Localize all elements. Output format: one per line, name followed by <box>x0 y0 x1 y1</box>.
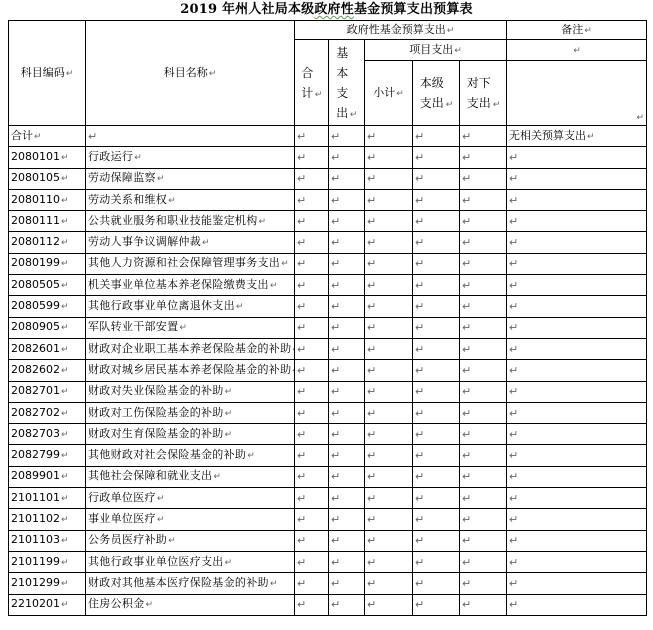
table-row <box>9 551 647 572</box>
row-total: ↵ <box>295 594 329 615</box>
title-prefix: 2019 年州人社局本级 <box>180 2 315 17</box>
total-subtotal-cell: ↵ <box>365 126 413 147</box>
row-subtotal: ↵ <box>365 594 413 615</box>
row-total: ↵ <box>295 317 329 338</box>
row-name: 财政对其他基本医疗保险基金的补助↵ <box>86 573 295 594</box>
row-code: 2080599↵ <box>9 296 86 317</box>
row-to-lower: ↵ <box>460 253 507 274</box>
row-name: 财政对失业保险基金的补助↵ <box>86 381 295 402</box>
row-code: 2082702↵ <box>9 402 86 423</box>
row-subtotal: ↵ <box>365 168 413 189</box>
row-code: 2101101↵ <box>9 488 86 509</box>
row-total: ↵ <box>295 445 329 466</box>
row-subtotal: ↵ <box>365 275 413 296</box>
row-subtotal: ↵ <box>365 147 413 168</box>
row-name: 公务员医疗补助↵ <box>86 530 295 551</box>
table-row <box>9 509 647 530</box>
row-name: 军队转业干部安置↵ <box>86 317 295 338</box>
row-note: ↵ <box>507 509 647 530</box>
table-row <box>9 573 647 594</box>
row-total: ↵ <box>295 424 329 445</box>
row-name: 其他行政事业单位离退休支出↵ <box>86 296 295 317</box>
row-note: ↵ <box>507 211 647 232</box>
row-name: 劳动保障监察↵ <box>86 168 295 189</box>
row-name: 其他人力资源和社会保障管理事务支出↵ <box>86 253 295 274</box>
row-basic: ↵ <box>329 211 365 232</box>
table-row <box>9 296 647 317</box>
row-to-lower: ↵ <box>460 445 507 466</box>
row-name: 财政对工伤保险基金的补助↵ <box>86 402 295 423</box>
table-row <box>9 466 647 487</box>
row-this-level: ↵ <box>413 509 460 530</box>
row-to-lower: ↵ <box>460 232 507 253</box>
row-note: ↵ <box>507 147 647 168</box>
row-subtotal: ↵ <box>365 466 413 487</box>
table-row <box>9 424 647 445</box>
row-basic: ↵ <box>329 232 365 253</box>
row-subtotal: ↵ <box>365 253 413 274</box>
row-code: 2080101↵ <box>9 147 86 168</box>
row-note: ↵ <box>507 189 647 210</box>
row-basic: ↵ <box>329 189 365 210</box>
header-notes-blank: ↵ <box>507 61 647 126</box>
row-total: ↵ <box>295 551 329 572</box>
table-row <box>9 338 647 359</box>
row-this-level: ↵ <box>413 296 460 317</box>
row-total: ↵ <box>295 573 329 594</box>
row-to-lower: ↵ <box>460 360 507 381</box>
row-basic: ↵ <box>329 445 365 466</box>
row-to-lower: ↵ <box>460 296 507 317</box>
title-suffix: 基金预算支出预算表 <box>353 2 473 17</box>
row-code: 2080505↵ <box>9 275 86 296</box>
total-sum-cell: ↵ <box>295 126 329 147</box>
row-this-level: ↵ <box>413 530 460 551</box>
row-name: 其他财政对社会保险基金的补助↵ <box>86 445 295 466</box>
table-row <box>9 530 647 551</box>
row-to-lower: ↵ <box>460 381 507 402</box>
header-this-level: 本级支出 ↵ <box>413 61 460 126</box>
row-name: 行政单位医疗↵ <box>86 488 295 509</box>
row-basic: ↵ <box>329 338 365 359</box>
row-code: 2080905↵ <box>9 317 86 338</box>
table-row <box>9 445 647 466</box>
row-this-level: ↵ <box>413 189 460 210</box>
table-row <box>9 232 647 253</box>
row-basic: ↵ <box>329 317 365 338</box>
total-to-lower-cell: ↵ <box>460 126 507 147</box>
table-row <box>9 189 647 210</box>
total-note: 无相关预算支出↵ <box>507 126 647 147</box>
row-subtotal: ↵ <box>365 488 413 509</box>
row-name: 机关事业单位基本养老保险缴费支出↵ <box>86 275 295 296</box>
row-code: 2080111↵ <box>9 211 86 232</box>
header-project-expense: 项目支出↵ <box>365 40 507 61</box>
row-code: 2210201↵ <box>9 594 86 615</box>
header-row-1 <box>9 21 647 40</box>
row-total: ↵ <box>295 147 329 168</box>
row-subtotal: ↵ <box>365 317 413 338</box>
table-row <box>9 317 647 338</box>
header-notes: 备注↵ <box>507 21 647 40</box>
row-to-lower: ↵ <box>460 338 507 359</box>
row-note: ↵ <box>507 317 647 338</box>
row-to-lower: ↵ <box>460 168 507 189</box>
row-total: ↵ <box>295 509 329 530</box>
row-basic: ↵ <box>329 488 365 509</box>
row-name: 其他行政事业单位医疗支出↵ <box>86 551 295 572</box>
table-row <box>9 275 647 296</box>
row-note: ↵ <box>507 338 647 359</box>
row-total: ↵ <box>295 189 329 210</box>
row-basic: ↵ <box>329 275 365 296</box>
row-note: ↵ <box>507 551 647 572</box>
row-code: 2082601↵ <box>9 338 86 359</box>
row-code: 2082703↵ <box>9 424 86 445</box>
header-total: 合计 ↵ <box>295 40 329 126</box>
row-subtotal: ↵ <box>365 424 413 445</box>
row-note: ↵ <box>507 594 647 615</box>
row-note: ↵ <box>507 445 647 466</box>
row-note: ↵ <box>507 424 647 445</box>
row-total: ↵ <box>295 253 329 274</box>
row-total: ↵ <box>295 360 329 381</box>
title-spellcheck-word: 政府性 <box>314 2 354 17</box>
row-note: ↵ <box>507 381 647 402</box>
row-note: ↵ <box>507 530 647 551</box>
row-code: 2089901↵ <box>9 466 86 487</box>
row-this-level: ↵ <box>413 338 460 359</box>
row-to-lower: ↵ <box>460 551 507 572</box>
row-to-lower: ↵ <box>460 147 507 168</box>
row-note: ↵ <box>507 168 647 189</box>
row-subtotal: ↵ <box>365 211 413 232</box>
row-note: ↵ <box>507 275 647 296</box>
row-total: ↵ <box>295 275 329 296</box>
row-total: ↵ <box>295 530 329 551</box>
row-name: 财政对企业职工基本养老保险基金的补助 <box>86 338 295 359</box>
row-basic: ↵ <box>329 594 365 615</box>
row-subtotal: ↵ <box>365 232 413 253</box>
total-name-cell: ↵ <box>86 126 295 147</box>
row-basic: ↵ <box>329 466 365 487</box>
row-basic: ↵ <box>329 551 365 572</box>
row-code: 2101299↵ <box>9 573 86 594</box>
table-row <box>9 253 647 274</box>
row-this-level: ↵ <box>413 211 460 232</box>
row-code: 2082701↵ <box>9 381 86 402</box>
row-code: 2101103↵ <box>9 530 86 551</box>
row-code: 2080105↵ <box>9 168 86 189</box>
row-total: ↵ <box>295 232 329 253</box>
row-total: ↵ <box>295 381 329 402</box>
header-fund-budget: 政府性基金预算支出↵ <box>295 21 507 40</box>
row-subtotal: ↵ <box>365 573 413 594</box>
row-name: 住房公积金↵ <box>86 594 295 615</box>
row-basic: ↵ <box>329 573 365 594</box>
row-basic: ↵ <box>329 402 365 423</box>
row-this-level: ↵ <box>413 424 460 445</box>
total-this-level-cell: ↵ <box>413 126 460 147</box>
row-note: ↵ <box>507 253 647 274</box>
row-name: 劳动人事争议调解仲裁↵ <box>86 232 295 253</box>
table-row <box>9 488 647 509</box>
row-note: ↵ <box>507 466 647 487</box>
row-to-lower: ↵ <box>460 275 507 296</box>
row-total: ↵ <box>295 211 329 232</box>
row-subtotal: ↵ <box>365 402 413 423</box>
row-total: ↵ <box>295 466 329 487</box>
row-to-lower: ↵ <box>460 189 507 210</box>
row-this-level: ↵ <box>413 402 460 423</box>
header-notes-sub: ↵ <box>507 40 647 61</box>
row-total: ↵ <box>295 402 329 423</box>
row-code: 2101199↵ <box>9 551 86 572</box>
row-code: 2080199↵ <box>9 253 86 274</box>
page-title <box>0 2 653 18</box>
row-to-lower: ↵ <box>460 594 507 615</box>
row-name: 其他社会保障和就业支出↵ <box>86 466 295 487</box>
row-note: ↵ <box>507 360 647 381</box>
row-to-lower: ↵ <box>460 424 507 445</box>
row-subtotal: ↵ <box>365 360 413 381</box>
row-this-level: ↵ <box>413 381 460 402</box>
row-this-level: ↵ <box>413 168 460 189</box>
row-total: ↵ <box>295 488 329 509</box>
table-row <box>9 594 647 615</box>
row-this-level: ↵ <box>413 445 460 466</box>
table-row <box>9 147 647 168</box>
row-this-level: ↵ <box>413 466 460 487</box>
row-basic: ↵ <box>329 253 365 274</box>
row-note: ↵ <box>507 296 647 317</box>
row-total: ↵ <box>295 338 329 359</box>
row-this-level: ↵ <box>413 573 460 594</box>
row-code: 2101102↵ <box>9 509 86 530</box>
row-name: 事业单位医疗↵ <box>86 509 295 530</box>
row-basic: ↵ <box>329 360 365 381</box>
row-subtotal: ↵ <box>365 381 413 402</box>
row-note: ↵ <box>507 402 647 423</box>
table-row <box>9 381 647 402</box>
header-to-lower: 对下支出 ↵ <box>460 61 507 126</box>
row-to-lower: ↵ <box>460 402 507 423</box>
row-to-lower: ↵ <box>460 466 507 487</box>
row-note: ↵ <box>507 573 647 594</box>
row-to-lower: ↵ <box>460 509 507 530</box>
header-code: 科目编码↵ <box>9 21 86 126</box>
row-total: ↵ <box>295 296 329 317</box>
row-name: 行政运行↵ <box>86 147 295 168</box>
row-subtotal: ↵ <box>365 296 413 317</box>
row-name: 公共就业服务和职业技能鉴定机构↵ <box>86 211 295 232</box>
table-row <box>9 360 647 381</box>
row-basic: ↵ <box>329 509 365 530</box>
row-to-lower: ↵ <box>460 211 507 232</box>
table-row <box>9 211 647 232</box>
row-note: ↵ <box>507 488 647 509</box>
row-this-level: ↵ <box>413 275 460 296</box>
row-subtotal: ↵ <box>365 445 413 466</box>
row-basic: ↵ <box>329 424 365 445</box>
row-this-level: ↵ <box>413 488 460 509</box>
row-this-level: ↵ <box>413 147 460 168</box>
row-total: ↵ <box>295 168 329 189</box>
row-this-level: ↵ <box>413 360 460 381</box>
row-to-lower: ↵ <box>460 488 507 509</box>
row-basic: ↵ <box>329 147 365 168</box>
budget-table <box>8 20 647 616</box>
header-basic-expense: 基本支出 ↵ <box>329 40 365 126</box>
table-row <box>9 402 647 423</box>
row-this-level: ↵ <box>413 594 460 615</box>
row-subtotal: ↵ <box>365 509 413 530</box>
total-row <box>9 126 647 147</box>
row-subtotal: ↵ <box>365 189 413 210</box>
row-name: 劳动关系和维权↵ <box>86 189 295 210</box>
row-code: 2080112↵ <box>9 232 86 253</box>
row-basic: ↵ <box>329 296 365 317</box>
row-note: ↵ <box>507 232 647 253</box>
row-this-level: ↵ <box>413 551 460 572</box>
row-this-level: ↵ <box>413 317 460 338</box>
row-to-lower: ↵ <box>460 317 507 338</box>
row-this-level: ↵ <box>413 232 460 253</box>
row-subtotal: ↵ <box>365 551 413 572</box>
row-code: 2080110↵ <box>9 189 86 210</box>
row-basic: ↵ <box>329 168 365 189</box>
header-subtotal: 小计↵ <box>365 61 413 126</box>
row-to-lower: ↵ <box>460 573 507 594</box>
row-basic: ↵ <box>329 381 365 402</box>
row-subtotal: ↵ <box>365 338 413 359</box>
total-basic-cell: ↵ <box>329 126 365 147</box>
row-to-lower: ↵ <box>460 530 507 551</box>
row-code: 2082799↵ <box>9 445 86 466</box>
total-label: 合计↵ <box>9 126 86 147</box>
row-code: 2082602↵ <box>9 360 86 381</box>
row-name: 财政对生育保险基金的补助↵ <box>86 424 295 445</box>
row-subtotal: ↵ <box>365 530 413 551</box>
row-basic: ↵ <box>329 530 365 551</box>
header-name: 科目名称↵ <box>86 21 295 126</box>
table-row <box>9 168 647 189</box>
row-this-level: ↵ <box>413 253 460 274</box>
row-name: 财政对城乡居民基本养老保险基金的补助 <box>86 360 295 381</box>
